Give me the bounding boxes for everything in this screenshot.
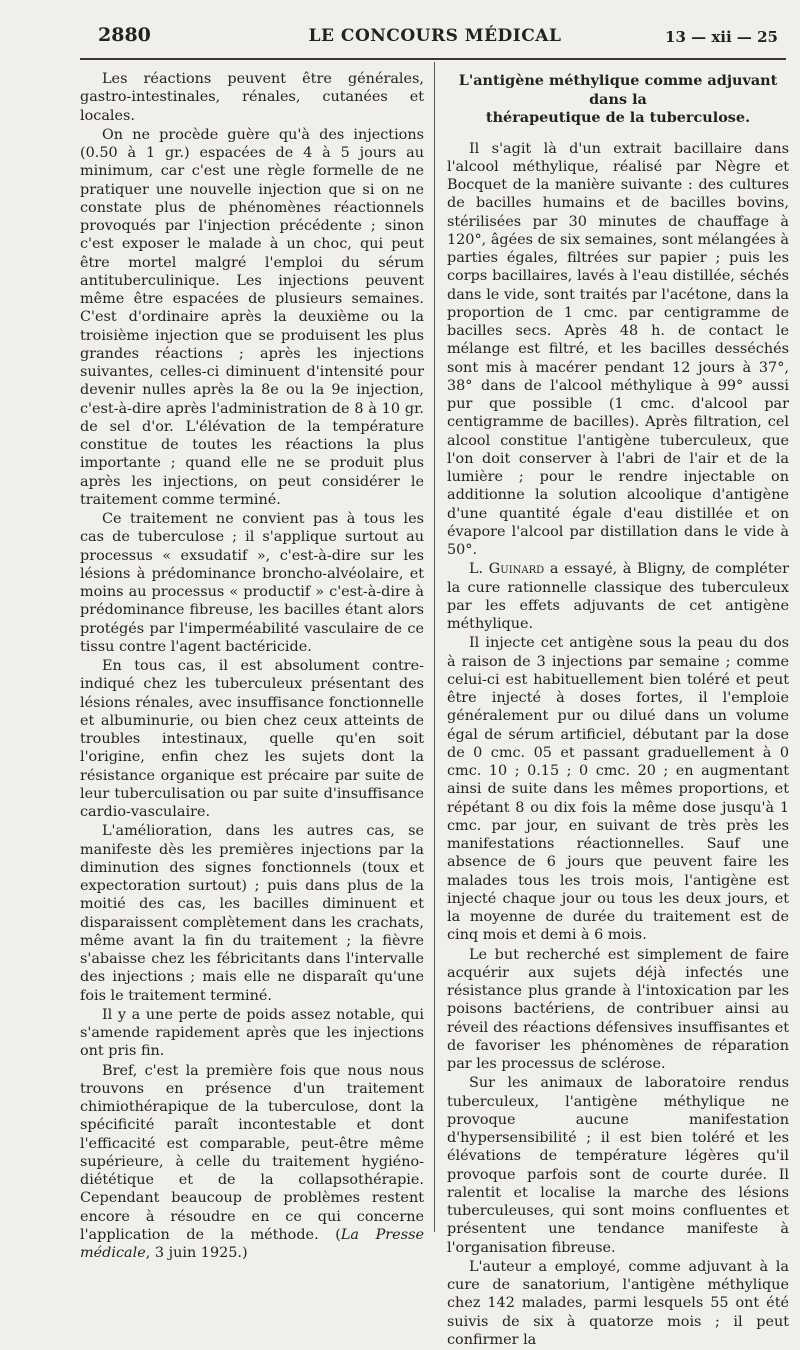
paragraph: On ne procède guère qu'à des injections (0.50 à 1 gr.) espacées de 4 à 5 jours au minimum, car c'est une règle formelle de ne pratiquer une nouvelle injection que si on ne constate plus de phénomènes réactionnels provoqués par l'injection précédente ; sinon c'est exposer le malade à un choc, qui peut être mortel malgré l'emploi du sérum antituberculinique. Les injections peuvent même être espacées de plusieurs semaines. C'est d'ordinaire après la deuxième ou la troisième injection que se produisent les plus grandes réactions ; après les injections suivantes, celles-ci diminuent d'intensité pour devenir nulles après la 8e ou la 9e injection, c'est-à-dire après l'administration de 8 à 10 gr. de sel d'or. L'élévation de la température constitue de toutes les réactions la plus importante ; quand elle ne se produit plus après les injections, on peut considérer le traitement comme terminé.	[80, 126, 424, 508]
paragraph: En tous cas, il est absolument contre-indiqué chez les tuberculeux présentant des lésions rénales, avec insuffisance fonctionnelle et albuminurie, ou bien chez ceux atteints de troubles intestinaux, quelle qu'en soit l'origine, enfin chez les sujets dont la résistance organique est précaire par suite de leur tuberculisation ou par suite d'insuffisance cardio-vasculaire.	[80, 658, 424, 820]
citation-date: , 3 juin 1925.)	[145, 1245, 248, 1261]
heading-line: L'antigène méthylique comme adjuvant dans la	[458, 72, 778, 108]
paragraph: Il injecte cet antigène sous la peau du dos à raison de 3 injections par semaine ; comme celui-ci est habituellement bien toléré et peut être injecté à doses fortes, il l'emploie généralement pur ou dilué dans un volume égal de sérum artificiel, débutant par la dose de 0 cmc. 05 et passant graduellement à 0 cmc. 10 ; 0.15 ; 0 cmc. 20 ; en augmentant ainsi de suite dans les mêmes proportions, et répétant 8 ou dix fois la même dose jusqu'à 1 cmc. par jour, en suivant de très près les manifestations réactionnelles. Sauf une absence de 6 jours que peuvent faire les malades tous les trois mois, l'antigène est injecté chaque jour ou tous les deux jours, et la moyenne de durée du traitement est de cinq mois et demi à 6 mois.	[447, 635, 789, 944]
paragraph: Le but recherché est simplement de faire acquérir aux sujets déjà infectés une résistance plus grande à l'intoxication par les poisons bactériens, de contribuer ainsi au réveil des réactions défensives insuffisantes et de favoriser les phénomènes de réparation par les processus de sclérose.	[447, 946, 789, 1072]
issue-date: 13 — xii — 25	[665, 28, 778, 46]
citation-journal: La Presse médicale	[80, 1226, 424, 1261]
paragraph: Il y a une perte de poids assez notable, qui s'amende rapidement après que les injections ont pris fin.	[80, 1006, 424, 1060]
journal-title: LE CONCOURS MÉDICAL	[308, 26, 562, 46]
paragraph: Il s'agit là d'un extrait bacillaire dans l'alcool méthylique, réalisé par Nègre et Bocquet de la manière suivante : des cultures de bacilles humains et de bacilles bovins, stérilisées par 30 minutes de chauffage à 120°, âgées de six semaines, sont mélangées à parties égales, filtrées sur papier ; puis les corps bacillaires, lavés à l'eau distillée, séchés dans le vide, sont traités par l'acétone, dans la proportion de 1 cmc. par centigramme de bacilles secs. Après 48 h. de contact le mélange est filtré, et les bacilles desséchés sont mis à macérer pendant 12 jours à 37°, 38° dans de l'alcool méthylique à 99° aussi pur que possible (1 cmc. d'alcool par centigramme de bacilles). Après filtration, cel alcool constitue l'antigène tuberculeux, que l'on doit conserver à l'abri de l'air et de la lumière ; pour le rendre injectable on additionne la solution alcoolique d'antigène d'une quantité égale d'eau distillée et on évapore l'alcool par distillation dans le vide à 50°.	[447, 140, 789, 558]
header-rule	[80, 58, 786, 60]
page-number: 2880	[98, 24, 151, 46]
paragraph: Sur les animaux de laboratoire rendus tuberculeux, l'antigène méthylique ne provoque aucune manifestation d'hypersensibilité ; il est bien toléré et les élévations de température légères qu'il provoque parfois sont de courte durée. Il ralentit et localise la marche des lésions tuberculeuses, qui sont moins confluentes et présentent une tendance manifeste à l'organisation fibreuse.	[447, 1075, 789, 1256]
column-divider	[434, 62, 435, 1232]
paragraph: Les réactions peuvent être générales, gastro-intestinales, rénales, cutanées et locales.	[80, 71, 424, 124]
page-header	[92, 24, 778, 54]
heading-line: thérapeutique de la tuberculose.	[485, 109, 751, 126]
author-name: L. Guinard	[469, 561, 545, 578]
section-heading	[447, 72, 789, 128]
paragraph-text: a essayé, à Bligny, de compléter la cure rationnelle classique des tuberculeux par les effets adjuvants de cet antigène méthylique.	[447, 561, 789, 632]
paragraph-author	[447, 560, 789, 633]
paragraph-text: Bref, c'est la première fois que nous nous trouvons en présence d'un traitement chimiothérapique de la tuberculose, dont la spécificité paraît incontestable et dont l'efficacité est comparable, peut-être même supérieure, à celle du traitement hygiéno-diététique et de la collapsothérapie. Cependant beaucoup de problèmes restent encore à résoudre en ce qui concerne l'application de la méthode.	[80, 1062, 424, 1243]
paragraph-with-citation: Bref, c'est la première fois que nous nous trouvons en présence d'un traitement chimiothérapique de la tuberculose, dont la spécificité paraît incontestable et dont l'efficacité est comparable, peut-être même supérieure, à celle du traitement hygiéno-diététique et de la collapsothérapie. Cependant beaucoup de problèmes restent encore à résoudre en ce qui concerne l'application de la méthode. (La Presse médicale, 3 juin 1925.)	[80, 1062, 424, 1261]
left-column	[80, 70, 424, 1263]
paragraph: Ce traitement ne convient pas à tous les cas de tuberculose ; il s'applique surtout au processus « exsudatif », c'est-à-dire sur les lésions à prédominance broncho-alvéolaire, et moins au processus « productif » c'est-à-dire à prédominance fibreuse, les bacilles étant alors protégés par l'imperméabilité vasculaire de ce tissu contre l'agent bactéricide.	[80, 511, 424, 655]
right-column	[447, 72, 789, 1350]
paragraph: L'auteur a employé, comme adjuvant à la cure de sanatorium, l'antigène méthylique chez 142 malades, parmi lesquels 55 ont été suivis de six à quatorze mois ; il peut confirmer la	[447, 1258, 789, 1348]
paragraph: L'amélioration, dans les autres cas, se manifeste dès les premières injections par la diminution des signes fonctionnels (toux et expectoration surtout) ; puis dans plus de la moitié des cas, les bacilles diminuent et disparaissent complètement dans les crachats, même avant la fin du traitement ; la fièvre s'abaisse chez les fébricitants dans l'intervalle des injections ; mais elle ne disparaît qu'une fois le traitement terminé.	[80, 823, 424, 1004]
